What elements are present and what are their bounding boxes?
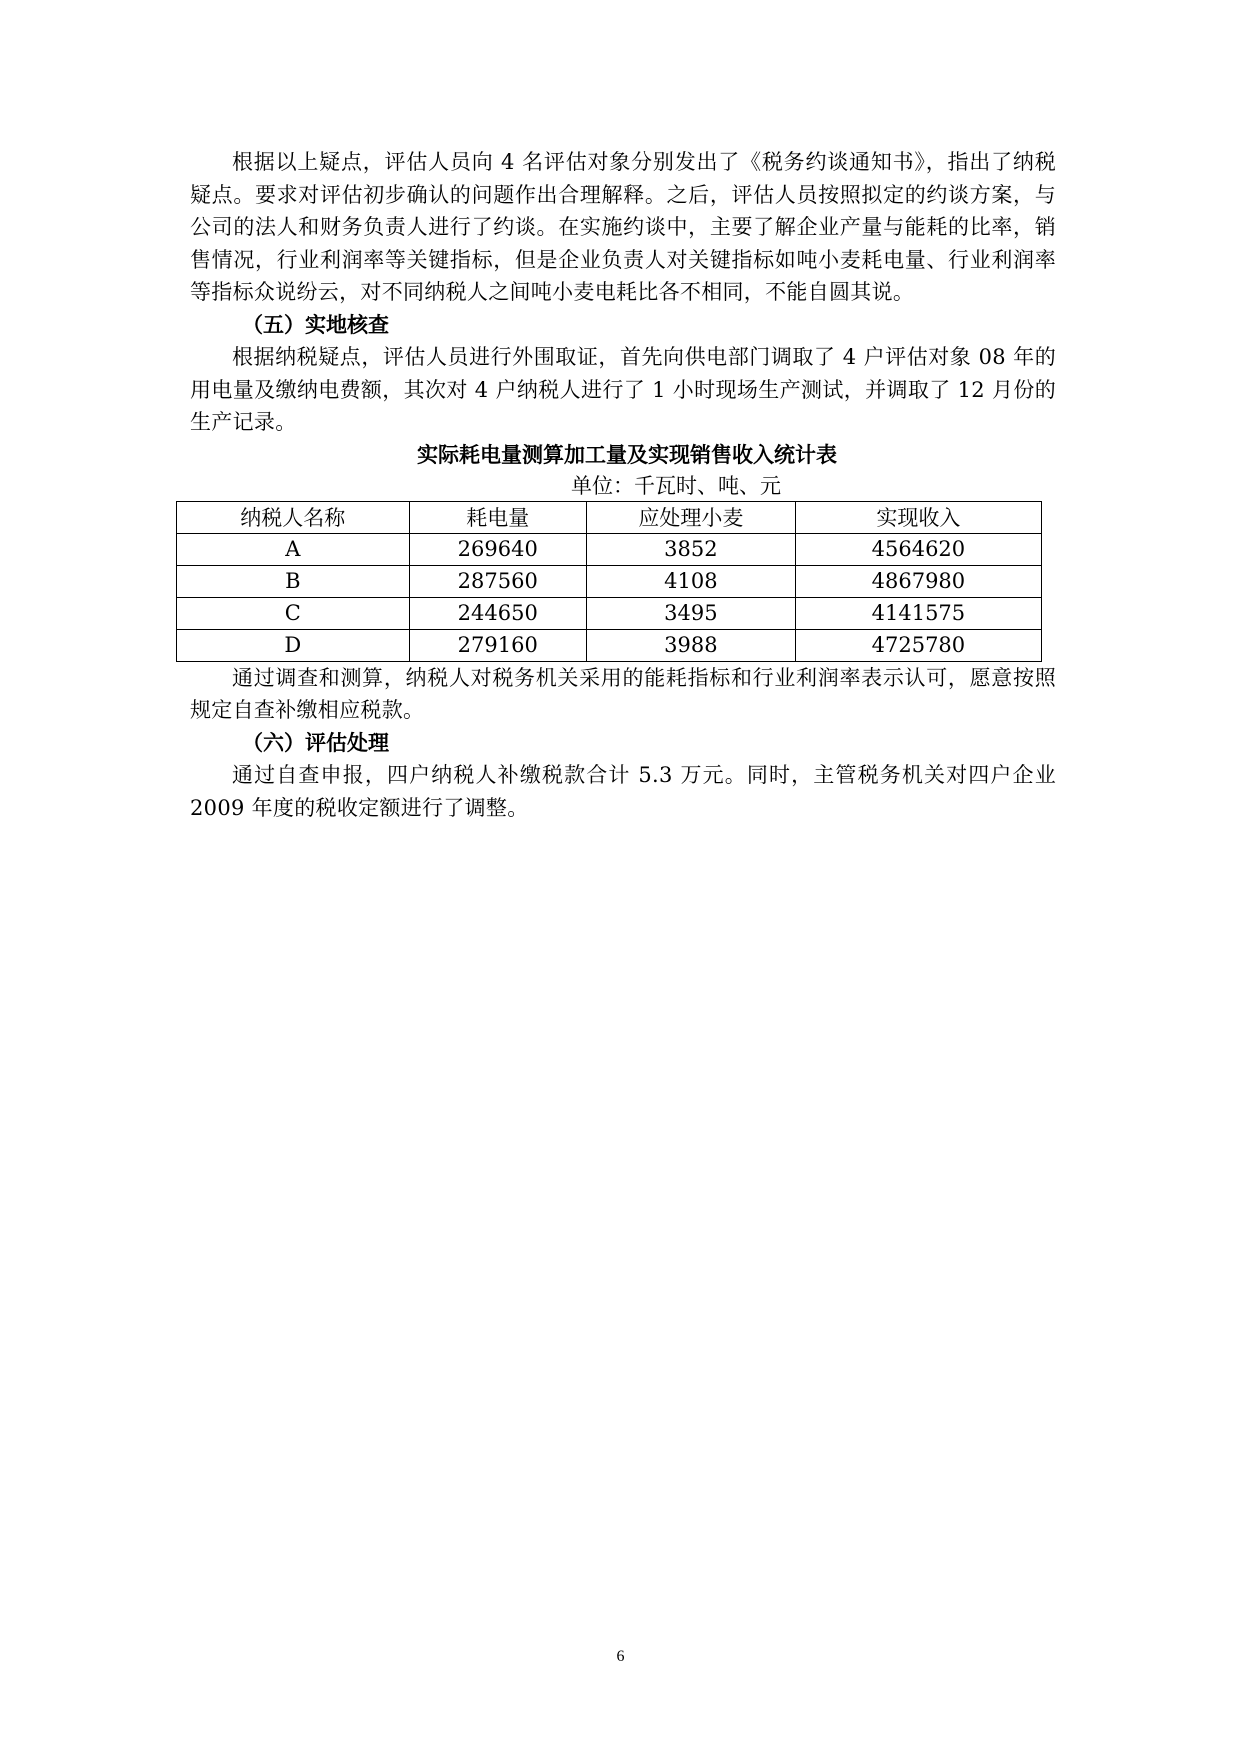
column-header-taxpayer: 纳税人名称: [177, 501, 410, 533]
table-header-row: [177, 501, 1042, 533]
table-cell: 4141575: [795, 597, 1041, 629]
table-row: [177, 565, 1042, 597]
table-cell: 3852: [586, 533, 795, 565]
body-paragraph-assessment-handling: 通过自查申报，四户纳税人补缴税款合计 5.3 万元。同时，主管税务机关对四户企业 2009 年度的税收定额进行了调整。: [190, 763, 1056, 820]
table-title: 实际耗电量测算加工量及实现销售收入统计表: [417, 442, 837, 467]
table-cell: D: [177, 629, 410, 661]
table-cell: 244650: [409, 597, 586, 629]
body-paragraph-after-table: 通过调查和测算，纳税人对税务机关采用的能耗指标和行业利润率表示认可，愿意按照规定自查补缴相应税款。: [190, 665, 1056, 722]
table-cell: 287560: [409, 565, 586, 597]
table-cell: 269640: [409, 533, 586, 565]
section-heading-onsite-verification: （五）实地核查: [242, 312, 389, 337]
table-unit: 单位：千瓦时、吨、元: [571, 473, 781, 498]
table-row: [177, 597, 1042, 629]
table-cell: 4564620: [795, 533, 1041, 565]
table-cell: 279160: [409, 629, 586, 661]
table-cell: 3988: [586, 629, 795, 661]
table-cell: C: [177, 597, 410, 629]
table-cell: B: [177, 565, 410, 597]
page-number: 6: [616, 1648, 625, 1665]
table-cell: 4725780: [795, 629, 1041, 661]
statistics-table: [176, 501, 1042, 662]
document-body: [190, 146, 1056, 824]
column-header-power-consumption: 耗电量: [409, 501, 586, 533]
table-cell: A: [177, 533, 410, 565]
table-row: [177, 629, 1042, 661]
column-header-revenue: 实现收入: [795, 501, 1041, 533]
table-cell: 4108: [586, 565, 795, 597]
table-cell: 3495: [586, 597, 795, 629]
section-heading-assessment-handling: （六）评估处理: [242, 730, 389, 755]
body-paragraph-interview: 根据以上疑点，评估人员向 4 名评估对象分别发出了《税务约谈通知书》，指出了纳税疑点。要求对评估初步确认的问题作出合理解释。之后，评估人员按照拟定的约谈方案，与公司的法人和财务负责人进行了约谈。在实施约谈中，主要了解企业产量与能耗的比率，销售情况，行业利润率等关键指标，但是企业负责人对关键指标如吨小麦耗电量、行业利润率等指标众说纷云，对不同纳税人之间吨小麦电耗比各不相同，不能自圆其说。: [190, 150, 1056, 304]
table-cell: 4867980: [795, 565, 1041, 597]
table-row: [177, 533, 1042, 565]
column-header-wheat-processed: 应处理小麦: [586, 501, 795, 533]
body-paragraph-onsite-verification: 根据纳税疑点，评估人员进行外围取证，首先向供电部门调取了 4 户评估对象 08 年的用电量及缴纳电费额，其次对 4 户纳税人进行了 1 小时现场生产测试，并调取了 12 月份的生产记录。: [190, 345, 1056, 434]
